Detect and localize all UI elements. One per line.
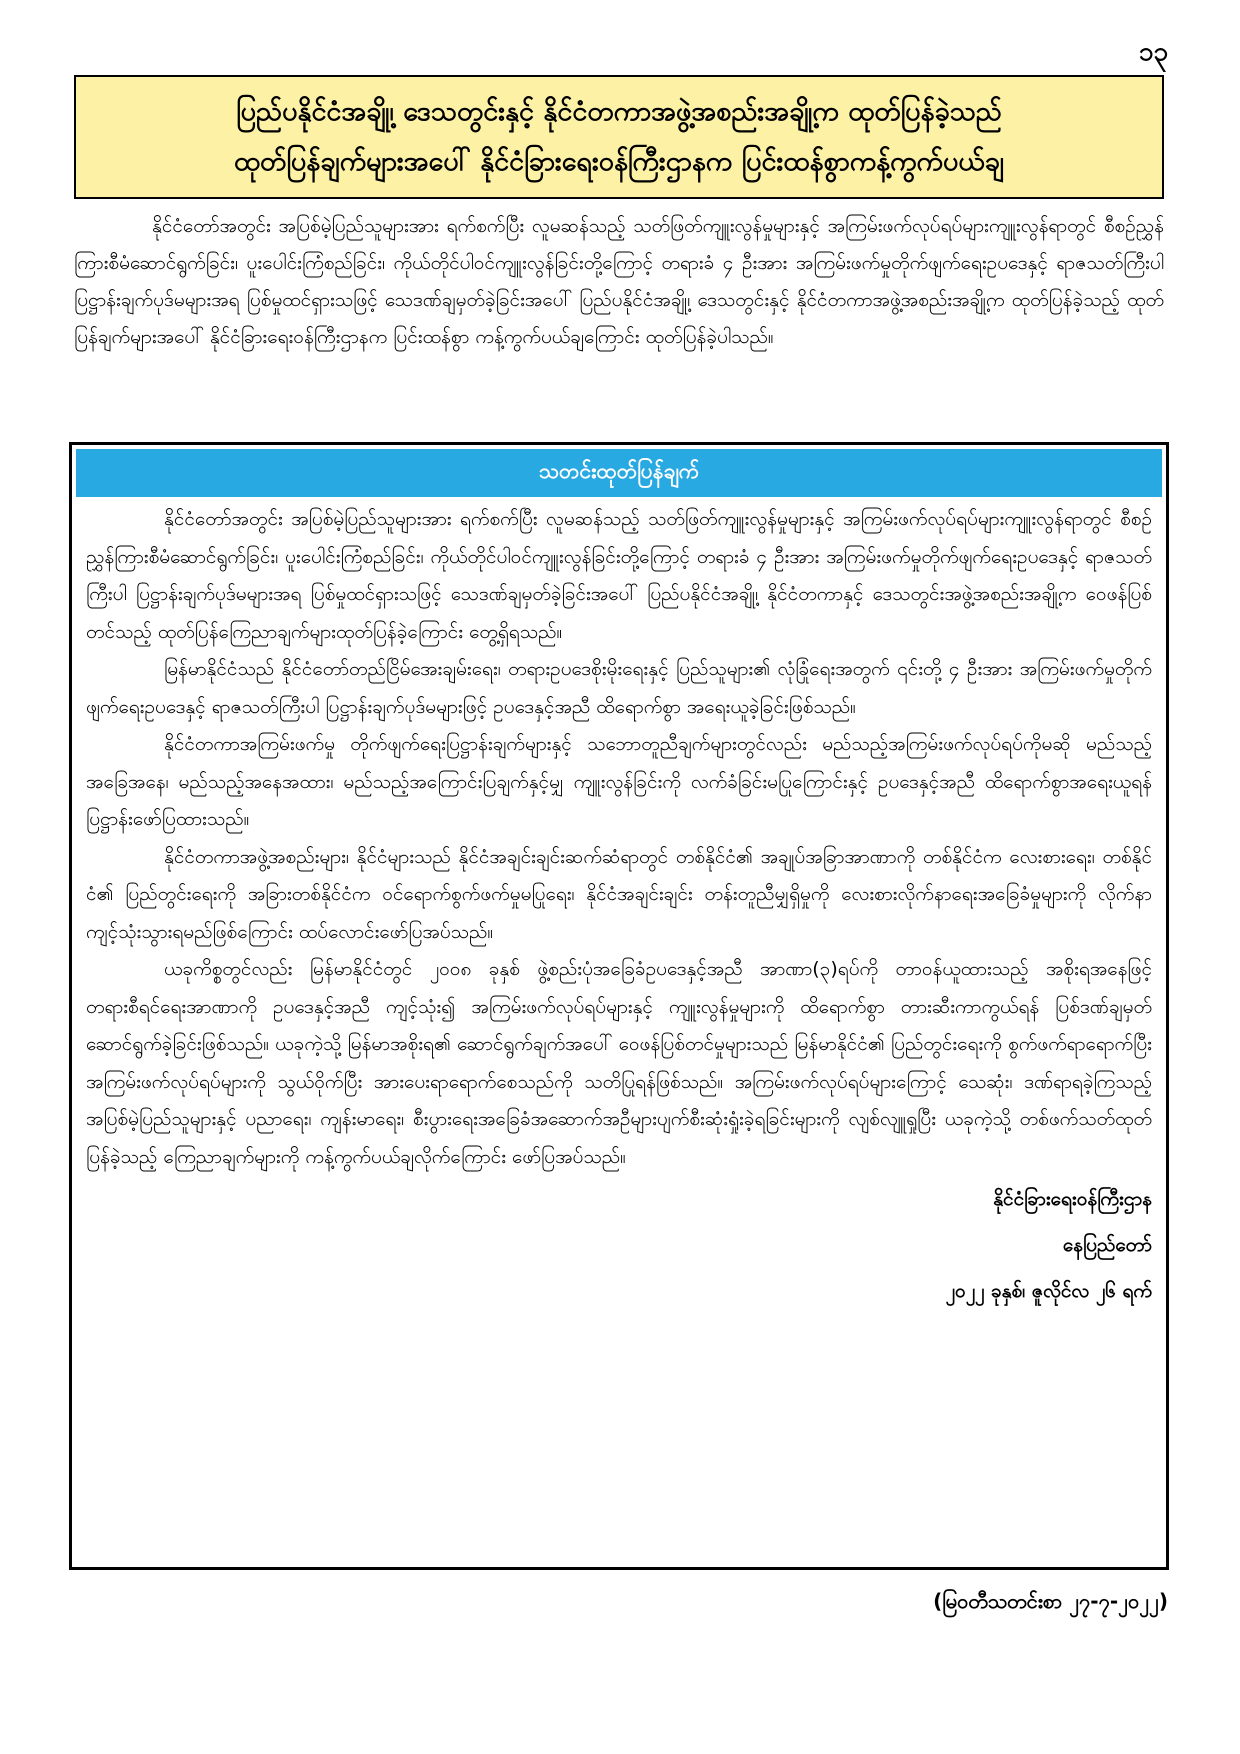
statement-paragraph-2: မြန်မာနိုင်ငံသည် နိုင်ငံတော်တည်ငြိမ်အေးချမ်းရေး၊ တရားဥပဒေစိုးမိုးရေးနှင့် ပြည်သူများ၏ လုံခြုံရေးအတွက် ၎င်းတို့ ၄ ဦးအား အကြမ်းဖက်မှုတိုက်ဖျက်ရေးဥပဒေနှင့် ရာဇသတ်ကြီးပါ ပြဋ္ဌာန်းချက်ပုဒ်မများဖြင့် ဥပဒေနှင့်အညီ ထိရောက်စွာ အရေးယူခဲ့ခြင်းဖြစ်သည်။ bbox=[86, 658, 1152, 718]
headline-line-2: ထုတ်ပြန်ချက်များအပေါ် နိုင်ငံခြားရေးဝန်ကြီးဌာနက ပြင်းထန်စွာကန့်ကွက်ပယ်ချ bbox=[233, 146, 1005, 177]
signature-block bbox=[72, 1176, 1166, 1314]
statement-paragraph-4: နိုင်ငံတကာအဖွဲ့အစည်းများ၊ နိုင်ငံများသည် နိုင်ငံအချင်းချင်းဆက်ဆံရာတွင် တစ်နိုင်ငံ၏ အချုပ်အခြာအာဏာကို တစ်နိုင်ငံက လေးစားရေး၊ တစ်နိုင်ငံ၏ ပြည်တွင်းရေးကို အခြားတစ်နိုင်ငံက ဝင်ရောက်စွက်ဖက်မှုမပြုရေး၊ နိုင်ငံအချင်းချင်း တန်းတူညီမျှရှိမှုကို လေးစားလိုက်နာရေးအခြေခံမှုများကို လိုက်နာကျင့်သုံးသွားရမည်ဖြစ်ကြောင်း ထပ်လောင်းဖော်ပြအပ်သည်။ bbox=[86, 845, 1152, 943]
statement-paragraph-5: ယခုကိစ္စတွင်လည်း မြန်မာနိုင်ငံတွင် ၂၀၀၈ ခုနှစ် ဖွဲ့စည်းပုံအခြေခံဥပဒေနှင့်အညီ အာဏာ(၃)ရပ်ကို တာဝန်ယူထားသည့် အစိုးရအနေဖြင့် တရားစီရင်ရေးအာဏာကို ဥပဒေနှင့်အညီ ကျင့်သုံး၍ အကြမ်းဖက်လုပ်ရပ်များနှင့် ကျူးလွန်မှုများကို ထိရောက်စွာ တားဆီးကာကွယ်ရန် ပြစ်ဒဏ်ချမှတ်ဆောင်ရွက်ခဲ့ခြင်းဖြစ်သည်။ ယခုကဲ့သို့ မြန်မာအစိုးရ၏ ဆောင်ရွက်ချက်အပေါ် ဝေဖန်ပြစ်တင်မှုများသည် မြန်မာနိုင်ငံ၏ ပြည်တွင်းရေးကို စွက်ဖက်ရာရောက်ပြီး အကြမ်းဖက်လုပ်ရပ်များကို သွယ်ဝိုက်ပြီး အားပေးရာရောက်စေသည်ကို သတိပြုရန်ဖြစ်သည်။ အကြမ်းဖက်လုပ်ရပ်များကြောင့် သေဆုံး၊ ဒဏ်ရာရခဲ့ကြသည့် အပြစ်မဲ့ပြည်သူများနှင့် ပညာရေး၊ ကျန်းမာရေး၊ စီးပွားရေးအခြေခံအဆောက်အဦများပျက်စီးဆုံးရှုံးခဲ့ရခြင်းများကို လျစ်လျူရှုပြီး ယခုကဲ့သို့ တစ်ဖက်သတ်ထုတ်ပြန်ခဲ့သည့် ကြေညာချက်များကို ကန့်ကွက်ပယ်ချလိုက်ကြောင်း ဖော်ပြအပ်သည်။ bbox=[86, 958, 1152, 1168]
press-statement-title: သတင်းထုတ်ပြန်ချက် bbox=[76, 449, 1162, 497]
statement-paragraph-1: နိုင်ငံတော်အတွင်း အပြစ်မဲ့ပြည်သူများအား ရက်စက်ပြီး လူမဆန်သည့် သတ်ဖြတ်ကျူးလွန်မှုများနှင့် အကြမ်းဖက်လုပ်ရပ်များကျူးလွန်ရာတွင် စီစဉ်ညွှန်ကြားစီမံဆောင်ရွက်ခြင်း၊ ပူးပေါင်းကြံစည်ခြင်း၊ ကိုယ်တိုင်ပါဝင်ကျူးလွန်ခြင်းတို့ကြောင့် တရားခံ ၄ ဦးအား အကြမ်းဖက်မှုတိုက်ဖျက်ရေးဥပဒေနှင့် ရာဇသတ်ကြီးပါ ပြဋ္ဌာန်းချက်ပုဒ်မများအရ ပြစ်မှုထင်ရှားသဖြင့် သေဒဏ်ချမှတ်ခဲ့ခြင်းအပေါ် ပြည်ပနိုင်ငံအချို့၊ နိုင်ငံတကာနှင့် ဒေသတွင်းအဖွဲ့အစည်းအချို့က ဝေဖန်ပြစ်တင်သည့် ထုတ်ပြန်ကြေညာချက်များထုတ်ပြန်ခဲ့ကြောင်း တွေ့ရှိရသည်။ bbox=[86, 508, 1152, 643]
signature-ministry: နိုင်ငံခြားရေးဝန်ကြီးဌာန bbox=[993, 1188, 1152, 1210]
source-citation: (မြဝတီသတင်းစာ ၂၇-၇-၂၀၂၂) bbox=[933, 1589, 1168, 1613]
statement-paragraph-3: နိုင်ငံတကာအကြမ်းဖက်မှု တိုက်ဖျက်ရေးပြဋ္ဌာန်းချက်များနှင့် သဘောတူညီချက်များတွင်လည်း မည်သည့်အကြမ်းဖက်လုပ်ရပ်ကိုမဆို မည်သည့်အခြေအနေ၊ မည်သည့်အနေအထား၊ မည်သည့်အကြောင်းပြချက်နှင့်မျှ ကျူးလွန်ခြင်းကို လက်ခံခြင်းမပြုကြောင်းနှင့် ဥပဒေနှင့်အညီ ထိရောက်စွာအရေးယူရန် ပြဋ္ဌာန်းဖော်ပြထားသည်။ bbox=[86, 733, 1152, 830]
headline-line-1: ပြည်ပနိုင်ငံအချို့၊ ဒေသတွင်းနှင့် နိုင်ငံတကာအဖွဲ့အစည်းအချို့က ထုတ်ပြန်ခဲ့သည် bbox=[236, 96, 1002, 127]
page-number: ၁၃ bbox=[1138, 37, 1168, 67]
press-statement-body bbox=[72, 501, 1166, 1176]
headline-box bbox=[74, 75, 1164, 199]
signature-date: ၂၀၂၂ ခုနှစ်၊ ဇူလိုင်လ ၂၆ ရက် bbox=[945, 1280, 1152, 1302]
intro-paragraph: နိုင်ငံတော်အတွင်း အပြစ်မဲ့ပြည်သူများအား ရက်စက်ပြီး လူမဆန်သည့် သတ်ဖြတ်ကျူးလွန်မှုများနှင့် အကြမ်းဖက်လုပ်ရပ်များကျူးလွန်ရာတွင် စီစဉ်ညွှန်ကြားစီမံဆောင်ရွက်ခြင်း၊ ပူးပေါင်းကြံစည်ခြင်း၊ ကိုယ်တိုင်ပါဝင်ကျူးလွန်ခြင်းတို့ကြောင့် တရားခံ ၄ ဦးအား အကြမ်းဖက်မှုတိုက်ဖျက်ရေးဥပဒေနှင့် ရာဇသတ်ကြီးပါ ပြဋ္ဌာန်းချက်ပုဒ်မများအရ ပြစ်မှုထင်ရှားသဖြင့် သေဒဏ်ချမှတ်ခဲ့ခြင်းအပေါ် ပြည်ပနိုင်ငံအချို့၊ ဒေသတွင်းနှင့် နိုင်ငံတကာအဖွဲ့အစည်းအချို့က ထုတ်ပြန်ခဲ့သည့် ထုတ်ပြန်ချက်များအပေါ် နိုင်ငံခြားရေးဝန်ကြီးဌာနက ပြင်းထန်စွာ ကန့်ကွက်ပယ်ချကြောင်း ထုတ်ပြန်ခဲ့ပါသည်။ bbox=[74, 215, 1164, 348]
press-statement-box bbox=[69, 442, 1169, 1570]
signature-place: နေပြည်တော် bbox=[1062, 1234, 1152, 1256]
intro-summary bbox=[74, 208, 1164, 356]
